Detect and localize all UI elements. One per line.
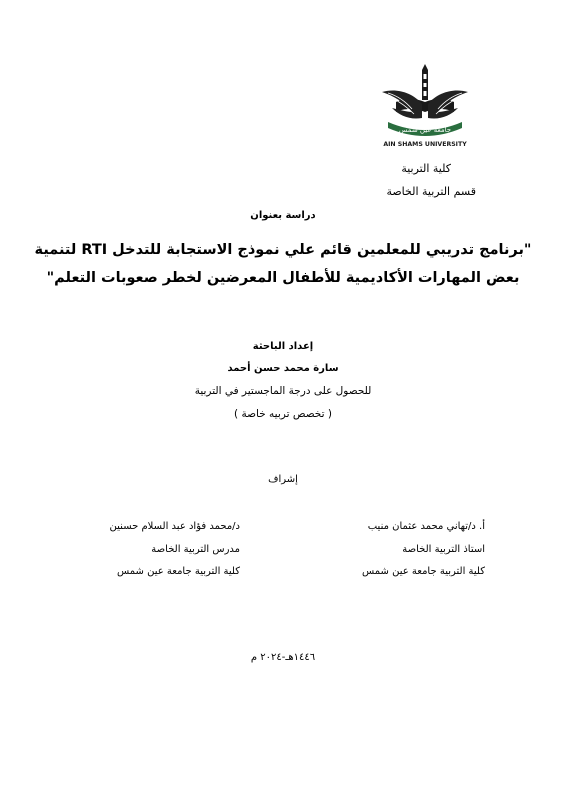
supervisor-1-affiliation: كلية التربية جامعة عين شمس (362, 566, 485, 577)
supervisor-1-name: أ. د/تهاني محمد عثمان منيب (367, 521, 485, 532)
thesis-title-line-1: "برنامج تدريبي للمعلمين قائم علي نموذج الاستجابة للتدخل RTI لتنمية (34, 242, 532, 258)
supervisor-2-affiliation: كلية التربية جامعة عين شمس (117, 566, 240, 577)
supervisor-1 (362, 516, 485, 584)
thesis-title-line-2: بعض المهارات الأكاديمية للأطفال المعرضين لخطر صعوبات التعلم" (46, 270, 520, 286)
supervisor-2-name: د/محمد فؤاد عبد السلام حسنين (109, 521, 240, 532)
degree-purpose: للحصول على درجة الماجستير في التربية (194, 385, 372, 397)
specialization: ( تخصص تربيه خاصة ) (234, 408, 332, 420)
prepared-by-label: إعداد الباحثة (252, 341, 314, 352)
supervisor-1-title: استاذ التربية الخاصة (402, 543, 485, 555)
study-label: دراسة بعنوان (250, 210, 316, 221)
faculty-name: كلية التربية (401, 162, 451, 175)
logo-english-text: AIN SHAMS UNIVERSITY (383, 141, 467, 148)
department-name: قسم التربية الخاصة (386, 185, 476, 198)
year: ١٤٤٦هـ-٢٠٢٤ م (250, 652, 316, 663)
supervisor-2 (110, 516, 240, 584)
supervisor-2-title: مدرس التربية الخاصة (151, 543, 240, 555)
logo-arabic-text: جامعة عين شمس (398, 126, 452, 134)
researcher-name: سارة محمد حسن أحمد (227, 363, 339, 374)
ain-shams-university-logo (378, 62, 472, 148)
supervision-label: إشراف (268, 474, 298, 485)
